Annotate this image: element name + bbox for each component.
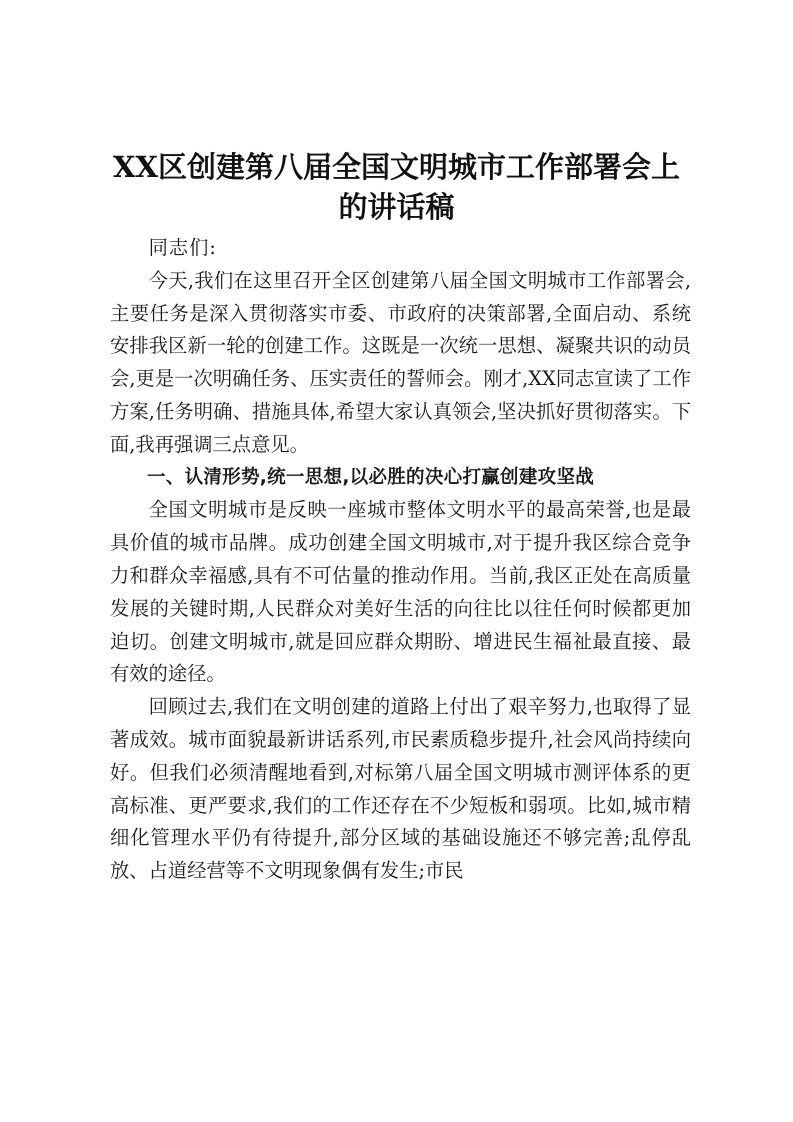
greeting: 同志们:	[148, 236, 217, 259]
section-paragraph-1: 全国文明城市是反映一座城市整体文明水平的最高荣誉,也是最具价值的城市品牌。成功创建全国文明城市,对于提升我区综合竞争力和群众幸福感,具有不可估量的推动作用。当前,我区正处在高质量发展的关键时期,人民群众对美好生活的向往比以往任何时候都更加迫切。创建文明城市,就是回应群众期盼、增进民生福祉最直接、最有效的途径。	[110, 498, 691, 686]
section-heading: 一、认清形势,统一思想,以必胜的决心打赢创建攻坚战	[147, 466, 595, 488]
document-body	[110, 232, 691, 888]
document-title: XX区创建第八届全国文明城市工作部署会上的讲话稿	[112, 150, 680, 224]
intro-paragraph: 今天,我们在这里召开全区创建第八届全国文明城市工作部署会,主要任务是深入贯彻落实市委、市政府的决策部署,全面启动、系统安排我区新一轮的创建工作。这既是一次统一思想、凝聚共识的动员会,更是一次明确任务、压实责任的誓师会。刚才,XX同志宣读了工作方案,任务明确、措施具体,希望大家认真领会,坚决抓好贯彻落实。下面,我再强调三点意见。	[110, 268, 691, 456]
section-paragraph-2: 回顾过去,我们在文明创建的道路上付出了艰辛努力,也取得了显著成效。城市面貌最新讲话系列,市民素质稳步提升,社会风尚持续向好。但我们必须清醒地看到,对标第八届全国文明城市测评体系的更高标准、更严要求,我们的工作还存在不少短板和弱项。比如,城市精细化管理水平仍有待提升,部分区域的基础设施还不够完善;乱停乱放、占道经营等不文明现象偶有发生;市民	[110, 695, 691, 883]
